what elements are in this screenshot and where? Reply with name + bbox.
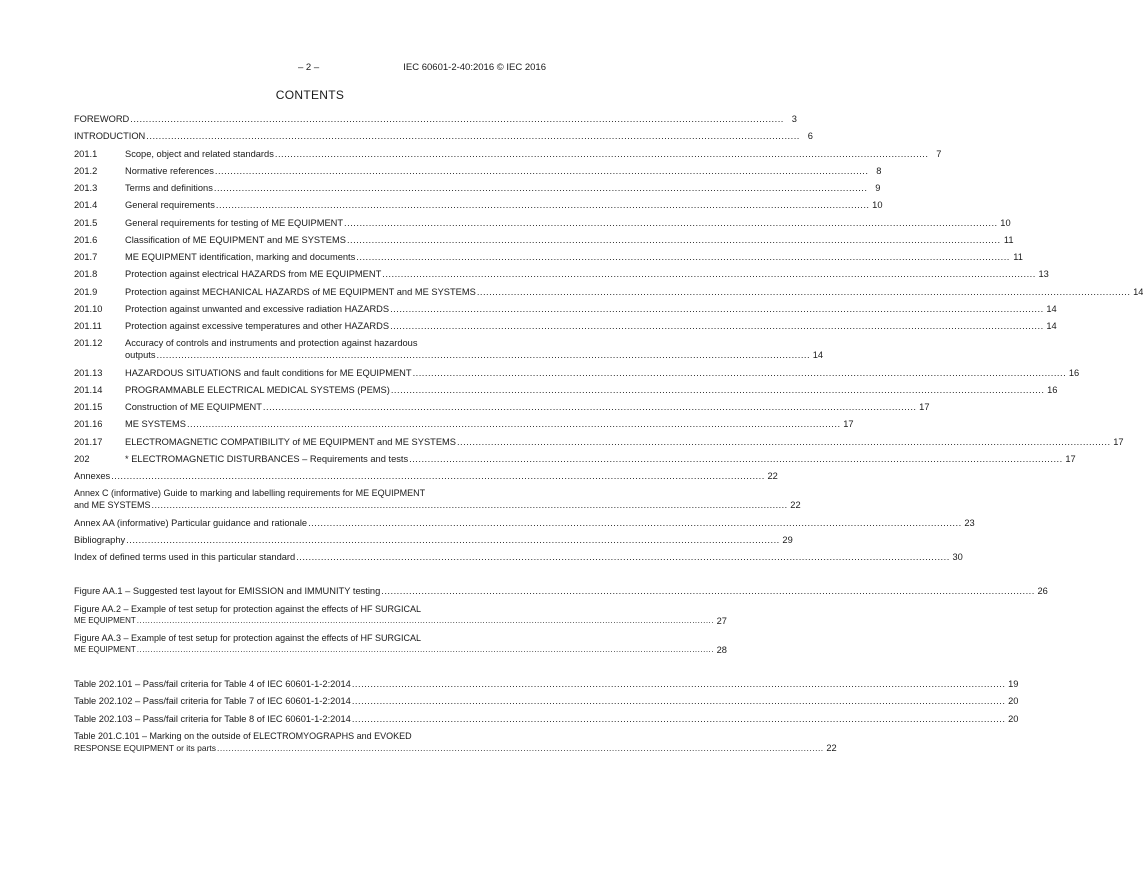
toc-entry-table-202-101[interactable]: Table 202.101 – Pass/fail criteria for Table 4 of IEC 60601-1-2:2014 ..... 19 (74, 678, 545, 690)
toc-entry-201-16[interactable]: 201.16 ME SYSTEMS ..... 17 (74, 418, 545, 430)
page-header (0, 61, 620, 75)
toc-entry-201-3[interactable]: 201.3 Terms and definitions ..... 9 (74, 182, 545, 194)
toc-entry-table-202-103[interactable]: Table 202.103 – Pass/fail criteria for Table 8 of IEC 60601-1-2:2014 ..... 20 (74, 713, 545, 725)
toc-entry-foreword[interactable]: FOREWORD ..... 3 (74, 113, 545, 125)
page-number: – 2 – (298, 62, 320, 73)
toc-entry-201-5[interactable]: 201.5 General requirements for testing of ME EQUIPMENT ..... 10 (74, 217, 545, 229)
toc-entry-201-12[interactable]: 201.12 Accuracy of controls and instruments and protection against hazardous outputs ..... 14 (74, 337, 545, 361)
toc-entry-201-10[interactable]: 201.10 Protection against unwanted and excessive radiation HAZARDS ..... 14 (74, 303, 545, 315)
toc-entry-introduction[interactable]: INTRODUCTION ..... 6 (74, 130, 545, 142)
toc-entry-index[interactable]: Index of defined terms used in this particular standard ..... 30 (74, 551, 545, 563)
toc-entry-annex-c[interactable]: Annex C (informative) Guide to marking and labelling requirements for ME EQUIPMENT and ME SYSTEMS ..... 22 (74, 487, 545, 511)
toc-entry-figure-aa2[interactable]: Figure AA.2 – Example of test setup for protection against the effects of HF SURGICAL ME EQUIPMENT ..... 27 (74, 603, 545, 627)
toc-entry-201-9[interactable]: 201.9 Protection against MECHANICAL HAZARDS of ME EQUIPMENT and ME SYSTEMS ..... 14 (74, 286, 545, 298)
toc-entry-201-1[interactable]: 201.1 Scope, object and related standards ..... 7 (74, 148, 545, 160)
toc-entry-201-2[interactable]: 201.2 Normative references ..... 8 (74, 165, 545, 177)
toc-entry-201-13[interactable]: 201.13 HAZARDOUS SITUATIONS and fault conditions for ME EQUIPMENT ..... 16 (74, 367, 545, 379)
toc-entry-bibliography[interactable]: Bibliography ..... 29 (74, 534, 545, 546)
toc-entry-figure-aa1[interactable]: Figure AA.1 – Suggested test layout for EMISSION and IMMUNITY testing ..... 26 (74, 585, 545, 597)
standard-reference: IEC 60601-2-40:2016 © IEC 2016 (403, 62, 546, 73)
section-gap (74, 568, 545, 585)
toc-entry-201-7[interactable]: 201.7 ME EQUIPMENT identification, marking and documents ..... 11 (74, 251, 545, 263)
toc-entry-202[interactable]: 202 * ELECTROMAGNETIC DISTURBANCES – Requirements and tests ..... 17 (74, 453, 545, 465)
toc-entry-table-201-c-101[interactable]: Table 201.C.101 – Marking on the outside of ELECTROMYOGRAPHS and EVOKED RESPONSE EQUIPMENT or its parts ..... 22 (74, 730, 545, 754)
toc-entry-201-17[interactable]: 201.17 ELECTROMAGNETIC COMPATIBILITY of ME EQUIPMENT and ME SYSTEMS ..... 17 (74, 436, 545, 448)
toc-entry-201-14[interactable]: 201.14 PROGRAMMABLE ELECTRICAL MEDICAL SYSTEMS (PEMS) ..... 16 (74, 384, 545, 396)
toc-entry-table-202-102[interactable]: Table 202.102 – Pass/fail criteria for Table 7 of IEC 60601-1-2:2014 ..... 20 (74, 695, 545, 707)
toc-entry-201-8[interactable]: 201.8 Protection against electrical HAZARDS from ME EQUIPMENT ..... 13 (74, 268, 545, 280)
section-gap (74, 661, 545, 678)
toc-entry-figure-aa3[interactable]: Figure AA.3 – Example of test setup for protection against the effects of HF SURGICAL ME EQUIPMENT ..... 28 (74, 632, 545, 656)
toc-entry-201-6[interactable]: 201.6 Classification of ME EQUIPMENT and ME SYSTEMS ..... 11 (74, 234, 545, 246)
contents-title: CONTENTS (275, 88, 345, 102)
toc-entry-201-11[interactable]: 201.11 Protection against excessive temperatures and other HAZARDS ..... 14 (74, 320, 545, 332)
toc-entry-201-4[interactable]: 201.4 General requirements ..... 10 (74, 199, 545, 211)
toc-entry-annexes[interactable]: Annexes ..... 22 (74, 470, 545, 482)
toc-entry-201-15[interactable]: 201.15 Construction of ME EQUIPMENT ..... 17 (74, 401, 545, 413)
table-of-contents (74, 113, 1143, 759)
toc-entry-annex-aa[interactable]: Annex AA (informative) Particular guidance and rationale ..... 23 (74, 517, 545, 529)
